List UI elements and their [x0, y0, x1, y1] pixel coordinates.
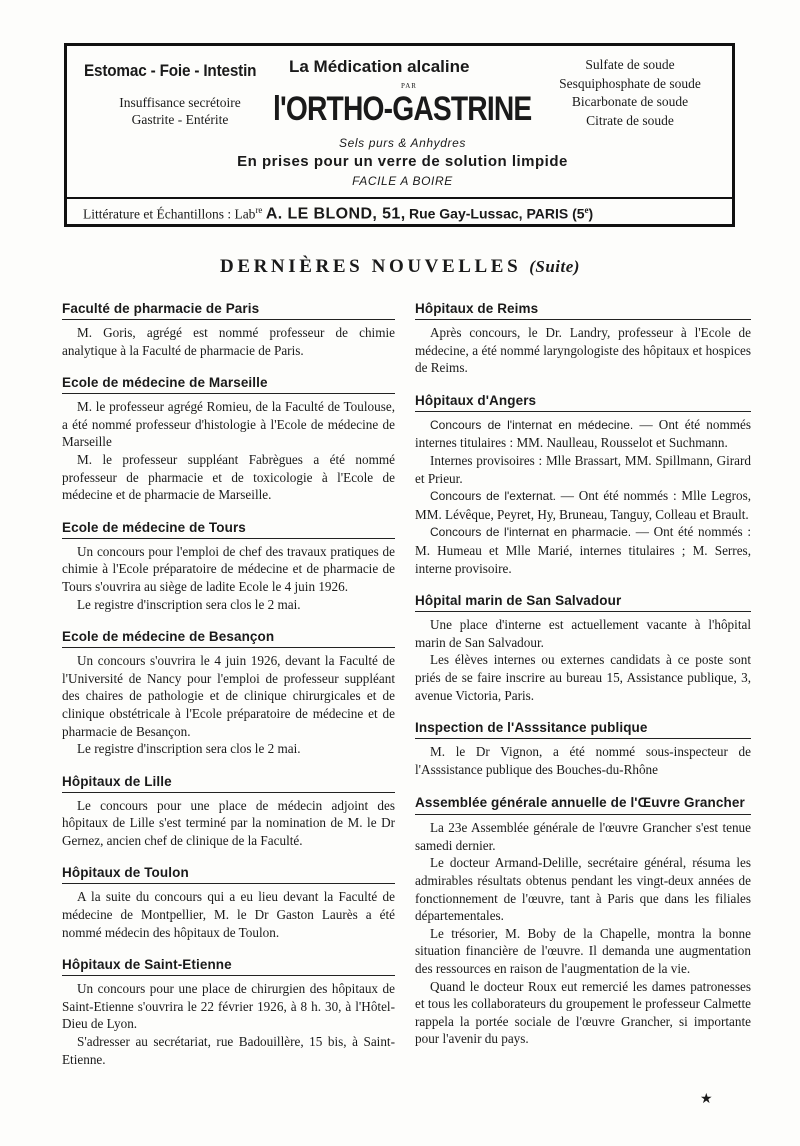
- news-section: [415, 592, 751, 704]
- news-section: [62, 864, 395, 941]
- section-paragraph: Internes provisoires : Mlle Brassart, MM. Spillmann, Girard et Prieur.: [415, 452, 751, 486]
- ad-literature-line: [83, 205, 593, 224]
- right-column: [415, 300, 751, 1063]
- section-paragraph: A la suite du concours qui a eu lieu devant la Faculté de médecine de Montpellier, M. le Dr Gaston Laurès a été nommé médecin des hôpitaux de Toulon.: [62, 889, 395, 940]
- news-section: [415, 300, 751, 377]
- news-section: [62, 519, 395, 613]
- section-heading: Hôpitaux de Toulon: [62, 864, 395, 884]
- section-paragraph: Le docteur Armand-Delille, secrétaire général, résuma les admirables résultats obtenus pendant les vingt-deux années de fonctionnement de l'œuvre, tant à Paris que dans les filiales départementales.: [415, 855, 751, 924]
- ad-left-title: Estomac - Foie - Intestin: [84, 61, 257, 80]
- ad-left-conditions: [85, 94, 275, 128]
- section-heading: Assemblée générale annuelle de l'Œuvre Grancher: [415, 795, 745, 811]
- ad-literature-sup: re: [255, 205, 263, 215]
- section-heading: Inspection de l'Asssitance publique: [415, 719, 751, 739]
- section-paragraph: Un concours s'ouvrira le 4 juin 1926, devant la Faculté de l'Université de Nancy pour l'emploi de professeur suppléant des chaires de pathologie et de clinique chirurgicales et de clinique obstétricale à l'Ecole préparatoire de médecine et de pharmacie de Besançon.: [62, 653, 395, 739]
- paragraph-text: — Ont été nommés : Mlle Legros, MM. Lévêque, Peyret, Hy, Bruneau, Tanguy, Colleau et Brault.: [415, 488, 751, 522]
- news-section: [415, 719, 751, 778]
- section-heading: Hôpitaux de Lille: [62, 773, 395, 793]
- section-paragraph: M. le professeur suppléant Fabrègues a été nommé professeur de pharmacie et de toxicologie à l'Ecole de médecine et de pharmacie de Marseille.: [62, 451, 395, 503]
- section-heading: Hôpitaux de Reims: [415, 300, 751, 320]
- news-section: [415, 392, 751, 577]
- end-star-icon: ★: [700, 1092, 713, 1107]
- ad-sels: Sels purs & Anhydres: [339, 136, 466, 150]
- section-heading: Hôpitaux d'Angers: [415, 392, 751, 412]
- section-paragraph: M. le Dr Vignon, a été nommé sous-inspecteur de l'Asssistance publique des Bouches-du-Rhône: [415, 744, 751, 777]
- paragraph-text: — Ont été nommés internes titulaires : MM. Naulleau, Rousselot et Suchmann.: [415, 416, 751, 451]
- section-paragraph: Une place d'interne est actuellement vacante à l'hôpital marin de San Salvadour.: [415, 617, 751, 650]
- ad-par: PAR: [401, 82, 417, 90]
- ad-lab-name: A. LE BLOND, 51,: [265, 205, 406, 223]
- ad-address-sup: e: [584, 205, 589, 215]
- advertisement-box: [64, 43, 735, 227]
- section-heading: Ecole de médecine de Marseille: [62, 374, 395, 394]
- section-paragraph: Un concours pour une place de chirurgien des hôpitaux de Saint-Etienne s'ouvrira le 22 février 1926, à 8 h. 30, à l'Hôtel-Dieu de Lyon.: [62, 981, 395, 1032]
- ad-literature-label: Littérature et Échantillons : Lab: [83, 206, 256, 222]
- section-heading: Hôpital marin de San Salvadour: [415, 592, 751, 612]
- section-paragraph: M. Goris, agrégé est nommé professeur de chimie analytique à la Faculté de pharmacie de Paris.: [62, 325, 395, 358]
- section-heading: Hôpitaux de Saint-Etienne: [62, 956, 395, 976]
- section-paragraph: S'adresser au secrétariat, rue Badouillère, 15 bis, à Saint-Etienne.: [62, 1034, 395, 1067]
- ad-left-line: Gastrite - Entérite: [131, 112, 229, 127]
- section-paragraph: M. le professeur agrégé Romieu, de la Faculté de Toulouse, a été nommé professeur d'histologie à l'Ecole de médecine de Marseille: [62, 399, 395, 450]
- section-heading: Ecole de médecine de Besançon: [62, 628, 395, 648]
- news-section: [62, 956, 395, 1068]
- paragraph-lead: Concours de l'internat en pharmacie.: [430, 525, 632, 540]
- ad-prises: En prises pour un verre de solution limpide: [237, 153, 568, 170]
- ad-brand-name: l'ORTHO-GASTRINE: [273, 90, 532, 128]
- ad-ingredient: Citrate de soude: [586, 112, 674, 128]
- ad-medication-line: La Médication alcaline: [289, 57, 470, 76]
- paragraph-lead: Concours de l'internat en médecine.: [430, 417, 634, 432]
- news-section: [415, 793, 751, 1048]
- section-paragraph: Après concours, le Dr. Landry, professeur à l'Ecole de médecine, a été nommé laryngologiste des hôpitaux et hospices de Reims.: [415, 325, 751, 376]
- ad-facile: FACILE A BOIRE: [352, 174, 453, 188]
- section-paragraph: Les élèves internes ou externes candidats à ce poste sont priés de se faire inscrire au bureau 15, Assistance publique, 3, avenue Victoria, Paris.: [415, 652, 751, 703]
- ad-left-line: Insuffisance secrétoire: [119, 95, 241, 110]
- ad-ingredient: Bicarbonate de soude: [571, 94, 689, 109]
- news-section: [62, 374, 395, 504]
- section-paragraph: [415, 416, 751, 452]
- page-title-text: DERNIÈRES NOUVELLES: [220, 256, 522, 277]
- section-paragraph: Le concours pour une place de médecin adjoint des hôpitaux de Lille s'est terminé par la nomination de M. le Dr Gernez, ancien chef de clinique de la Faculté.: [62, 797, 395, 848]
- paragraph-lead: Concours de l'externat.: [430, 489, 556, 504]
- section-paragraph: Le registre d'inscription sera clos le 2 mai.: [77, 596, 301, 612]
- paragraph-text: — Ont été nommés : M. Humeau et Mlle Marié, internes titulaires ; M. Serres, interne provisoire.: [415, 524, 751, 576]
- section-paragraph: [415, 487, 751, 523]
- page-title-suite: (Suite): [529, 257, 580, 276]
- section-paragraph: Un concours pour l'emploi de chef des travaux pratiques de chimie à l'Ecole préparatoire de médecine et de pharmacie de Tours s'ouvrira au siège de ladite Ecole le 4 juin 1926.: [62, 543, 395, 594]
- ad-address-end: ): [588, 205, 594, 222]
- section-paragraph: La 23e Assemblée générale de l'œuvre Grancher s'est tenue samedi dernier.: [415, 820, 751, 853]
- news-section: [62, 300, 395, 359]
- left-column: [62, 300, 395, 1083]
- news-section: [62, 628, 395, 758]
- section-paragraph: Le registre d'inscription sera clos le 2 mai.: [77, 741, 301, 757]
- ad-ingredient: Sulfate de soude: [585, 57, 675, 72]
- page-title: [0, 256, 800, 278]
- section-paragraph: Le trésorier, M. Boby de la Chapelle, montra la bonne situation financière de l'œuvre. Il demanda une augmentation des ressources en raison de l'augmentation de la vie.: [415, 925, 751, 977]
- ad-divider: [67, 197, 732, 199]
- news-section: [62, 773, 395, 850]
- section-paragraph: Quand le docteur Roux eut remercié les dames patronesses et tous les collaborateurs du groupement le professeur Calmette rappela la portée sociale de l'œuvre Grancher, si importante pour l'avenir du pays.: [415, 978, 751, 1047]
- ad-address: Rue Gay-Lussac, PARIS (5: [408, 205, 585, 222]
- ad-ingredients: [545, 56, 715, 130]
- section-paragraph: [415, 523, 751, 577]
- ad-ingredient: Sesquiphosphate de soude: [559, 75, 701, 91]
- section-heading: Ecole de médecine de Tours: [62, 519, 395, 539]
- section-heading: Faculté de pharmacie de Paris: [62, 300, 395, 320]
